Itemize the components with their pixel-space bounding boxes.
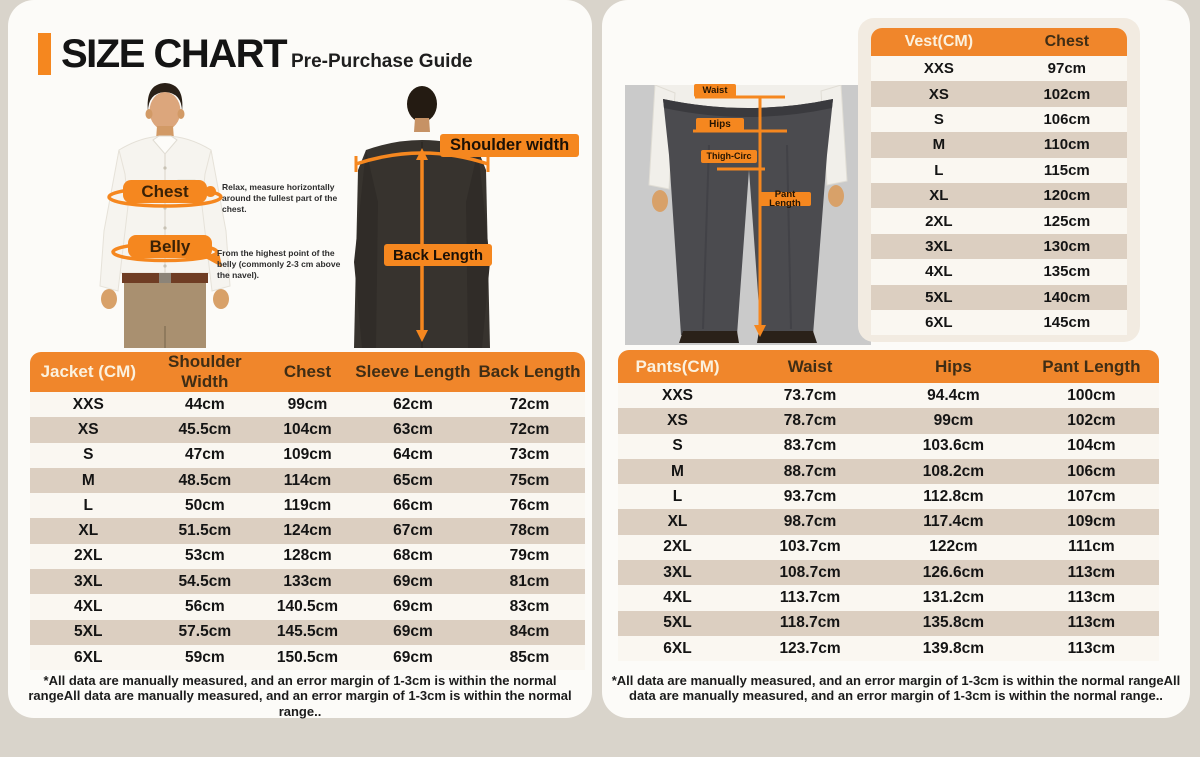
size-cell: S — [83, 446, 94, 464]
value-cell: 109cm — [1067, 513, 1116, 531]
value-cell: 106cm — [1043, 110, 1091, 128]
size-cell: 4XL — [74, 598, 103, 616]
back-length-label: Back Length — [384, 244, 492, 266]
size-cell: S — [672, 437, 683, 455]
value-cell: 78.7cm — [783, 411, 837, 429]
value-cell: 118.7cm — [779, 614, 841, 632]
value-cell: 102cm — [1067, 411, 1116, 429]
thigh-circ-measure-label: Thigh-Circ — [701, 150, 757, 163]
size-cell: XL — [929, 187, 949, 205]
value-cell: 51.5cm — [178, 522, 232, 540]
value-cell: 125cm — [1043, 212, 1091, 230]
value-cell: 57.5cm — [178, 623, 232, 641]
waist-measure-label: Waist — [694, 84, 736, 97]
page-subtitle: Pre-Purchase Guide — [291, 51, 473, 72]
value-cell: 145.5cm — [276, 623, 339, 641]
table-row — [30, 544, 585, 569]
table-row — [30, 620, 585, 645]
value-cell: 72cm — [509, 420, 550, 438]
size-cell: XXS — [72, 395, 104, 413]
value-cell: 68cm — [393, 547, 433, 565]
size-cell: XS — [928, 85, 949, 103]
size-cell: 5XL — [74, 623, 103, 641]
value-cell: 84cm — [509, 623, 550, 641]
value-cell: 126.6cm — [922, 563, 984, 581]
column-header: Jacket (CM) — [30, 352, 147, 392]
value-cell: 109cm — [283, 446, 332, 464]
table-row — [30, 518, 585, 543]
table-row — [30, 594, 585, 619]
belly-measure-label: Belly — [128, 235, 212, 258]
back-body-figure — [352, 82, 532, 348]
table-row — [618, 636, 1159, 661]
table-row — [618, 560, 1159, 585]
value-cell: 110cm — [1043, 136, 1090, 154]
value-cell: 115cm — [1043, 161, 1090, 179]
value-cell: 75cm — [509, 471, 550, 489]
value-cell: 50cm — [184, 496, 225, 514]
value-cell: 78cm — [509, 522, 550, 540]
size-cell: L — [934, 161, 944, 179]
value-cell: 133cm — [283, 572, 332, 590]
column-header: Chest — [1007, 28, 1127, 56]
size-cell: XXS — [662, 386, 694, 404]
table-row — [618, 434, 1159, 459]
size-cell: 3XL — [925, 237, 953, 255]
table-row — [871, 285, 1127, 310]
value-cell: 130cm — [1043, 237, 1091, 255]
hips-measure-label: Hips — [696, 118, 744, 131]
table-row — [618, 535, 1159, 560]
value-cell: 62cm — [393, 395, 433, 413]
column-header: Vest(CM) — [871, 28, 1007, 56]
table-row — [871, 158, 1127, 183]
value-cell: 53cm — [184, 547, 225, 565]
size-cell: 6XL — [925, 314, 953, 332]
table-row — [618, 459, 1159, 484]
pants-size-table — [618, 350, 1159, 661]
value-cell: 102cm — [1043, 85, 1091, 103]
size-cell: 2XL — [74, 547, 103, 565]
pants-vest-guide-panel — [602, 0, 1190, 718]
jacket-size-table — [30, 352, 585, 670]
table-row — [618, 585, 1159, 610]
value-cell: 120cm — [1043, 187, 1091, 205]
table-row — [30, 468, 585, 493]
value-cell: 135cm — [1043, 263, 1091, 281]
size-cell: 6XL — [74, 648, 103, 666]
chest-connector-dot — [205, 186, 216, 197]
value-cell: 103.7cm — [779, 538, 841, 556]
size-cell: L — [672, 487, 683, 505]
value-cell: 66cm — [393, 496, 433, 514]
table-row — [30, 443, 585, 468]
table-row — [871, 132, 1127, 157]
value-cell: 81cm — [509, 572, 550, 590]
column-header: Chest — [263, 352, 352, 392]
value-cell: 83cm — [509, 598, 550, 616]
value-cell: 63cm — [393, 420, 433, 438]
value-cell: 106cm — [1067, 462, 1116, 480]
belly-measure-note: From the highest point of the belly (commonly 2-3 cm above the navel). — [217, 248, 341, 281]
page-title-row — [38, 33, 473, 75]
column-header: Sleeve Length — [352, 352, 474, 392]
table-row — [618, 611, 1159, 636]
shoulder-width-label: Shoulder width — [440, 134, 579, 157]
size-cell: M — [932, 136, 946, 154]
table-row — [618, 484, 1159, 509]
value-cell: 67cm — [393, 522, 433, 540]
value-cell: 69cm — [393, 648, 433, 666]
value-cell: 48.5cm — [178, 471, 232, 489]
value-cell: 93.7cm — [783, 487, 837, 505]
size-cell: L — [83, 496, 93, 514]
table-row — [30, 645, 585, 670]
value-cell: 113cm — [1067, 563, 1116, 581]
value-cell: 73cm — [509, 446, 550, 464]
value-cell: 123.7cm — [779, 639, 841, 657]
table-row — [618, 509, 1159, 534]
value-cell: 73.7cm — [783, 386, 837, 404]
value-cell: 72cm — [509, 395, 550, 413]
value-cell: 107cm — [1067, 487, 1116, 505]
value-cell: 113cm — [1067, 614, 1116, 632]
value-cell: 124cm — [283, 522, 332, 540]
value-cell: 145cm — [1043, 314, 1091, 332]
table-row — [871, 56, 1127, 81]
value-cell: 117.4cm — [923, 513, 984, 531]
header-row — [871, 28, 1127, 56]
value-cell: 122cm — [929, 538, 978, 556]
size-cell: M — [671, 462, 684, 480]
pants-body-figure — [625, 85, 871, 345]
table-row — [30, 493, 585, 518]
value-cell: 135.8cm — [922, 614, 984, 632]
measurement-disclaimer: *All data are manually measured, and an error margin of 1-3cm is within the normal rangeAll data are manually measured, and an error margin of 1-3cm is within the normal range.. — [611, 673, 1181, 704]
value-cell: 85cm — [509, 648, 550, 666]
value-cell: 111cm — [1068, 538, 1115, 556]
size-cell: 3XL — [74, 572, 103, 590]
table-row — [871, 183, 1127, 208]
size-cell: 6XL — [663, 639, 692, 657]
value-cell: 69cm — [393, 572, 433, 590]
table-row — [871, 310, 1127, 335]
column-header: Shoulder Width — [147, 352, 264, 392]
value-cell: 45.5cm — [178, 420, 232, 438]
value-cell: 98.7cm — [783, 513, 837, 531]
chest-measure-label: Chest — [123, 180, 207, 203]
chest-measure-note: Relax, measure horizontally around the fullest part of the chest. — [222, 182, 338, 215]
value-cell: 69cm — [393, 623, 433, 641]
value-cell: 54.5cm — [178, 572, 232, 590]
value-cell: 128cm — [283, 547, 332, 565]
value-cell: 150.5cm — [276, 648, 339, 666]
table-row — [871, 107, 1127, 132]
column-header: Waist — [737, 350, 883, 383]
value-cell: 99cm — [287, 395, 328, 413]
column-header: Back Length — [474, 352, 585, 392]
jacket-guide-panel — [8, 0, 592, 718]
size-cell: 4XL — [663, 589, 692, 607]
value-cell: 112.8cm — [923, 487, 984, 505]
value-cell: 119cm — [283, 496, 332, 514]
value-cell: 64cm — [393, 446, 433, 464]
size-cell: 5XL — [925, 288, 953, 306]
size-cell: XL — [667, 513, 688, 531]
size-cell: 2XL — [925, 212, 953, 230]
measurement-disclaimer: *All data are manually measured, and an error margin of 1-3cm is within the normal rangeAll data are manually measured, and an error margin of 1-3cm is within the normal range.. — [28, 673, 572, 719]
value-cell: 88.7cm — [783, 462, 837, 480]
value-cell: 47cm — [184, 446, 225, 464]
size-cell: M — [81, 471, 95, 489]
value-cell: 113cm — [1067, 639, 1116, 657]
column-header: Pants(CM) — [618, 350, 737, 383]
value-cell: 59cm — [184, 648, 225, 666]
value-cell: 79cm — [509, 547, 550, 565]
size-cell: 3XL — [663, 563, 692, 581]
value-cell: 140.5cm — [276, 598, 339, 616]
table-row — [871, 208, 1127, 233]
title-accent-bar — [38, 33, 51, 75]
value-cell: 65cm — [393, 471, 433, 489]
size-cell: XS — [667, 411, 688, 429]
table-row — [30, 417, 585, 442]
size-cell: XXS — [923, 60, 954, 78]
value-cell: 104cm — [1067, 437, 1116, 455]
value-cell: 104cm — [283, 420, 332, 438]
value-cell: 139.8cm — [922, 639, 984, 657]
size-cell: S — [933, 110, 944, 128]
column-header: Pant Length — [1024, 350, 1159, 383]
value-cell: 56cm — [184, 598, 225, 616]
table-row — [871, 81, 1127, 106]
value-cell: 83.7cm — [783, 437, 837, 455]
vest-size-card — [858, 18, 1140, 342]
value-cell: 113cm — [1067, 589, 1116, 607]
value-cell: 108.7cm — [779, 563, 841, 581]
table-row — [871, 259, 1127, 284]
value-cell: 140cm — [1043, 288, 1091, 306]
size-cell: XS — [77, 420, 99, 438]
value-cell: 113.7cm — [779, 589, 841, 607]
vest-size-table — [871, 28, 1127, 335]
value-cell: 108.2cm — [922, 462, 984, 480]
size-cell: 2XL — [663, 538, 692, 556]
value-cell: 76cm — [509, 496, 550, 514]
value-cell: 103.6cm — [922, 437, 984, 455]
table-row — [30, 392, 585, 417]
value-cell: 94.4cm — [927, 386, 980, 404]
pant-length-measure-label: Pant Length — [759, 192, 811, 206]
page-title: SIZE CHART — [61, 32, 286, 76]
table-row — [30, 569, 585, 594]
value-cell: 69cm — [393, 598, 433, 616]
table-row — [871, 234, 1127, 259]
header-row — [30, 352, 585, 392]
value-cell: 44cm — [184, 395, 225, 413]
value-cell: 97cm — [1047, 60, 1087, 78]
header-row — [618, 350, 1159, 383]
value-cell: 131.2cm — [922, 589, 984, 607]
value-cell: 114cm — [283, 471, 332, 489]
value-cell: 100cm — [1067, 386, 1116, 404]
size-cell: 5XL — [663, 614, 692, 632]
size-cell: 4XL — [925, 263, 953, 281]
table-row — [618, 408, 1159, 433]
table-row — [618, 383, 1159, 408]
column-header: Hips — [883, 350, 1024, 383]
value-cell: 99cm — [933, 411, 974, 429]
size-cell: XL — [78, 522, 99, 540]
